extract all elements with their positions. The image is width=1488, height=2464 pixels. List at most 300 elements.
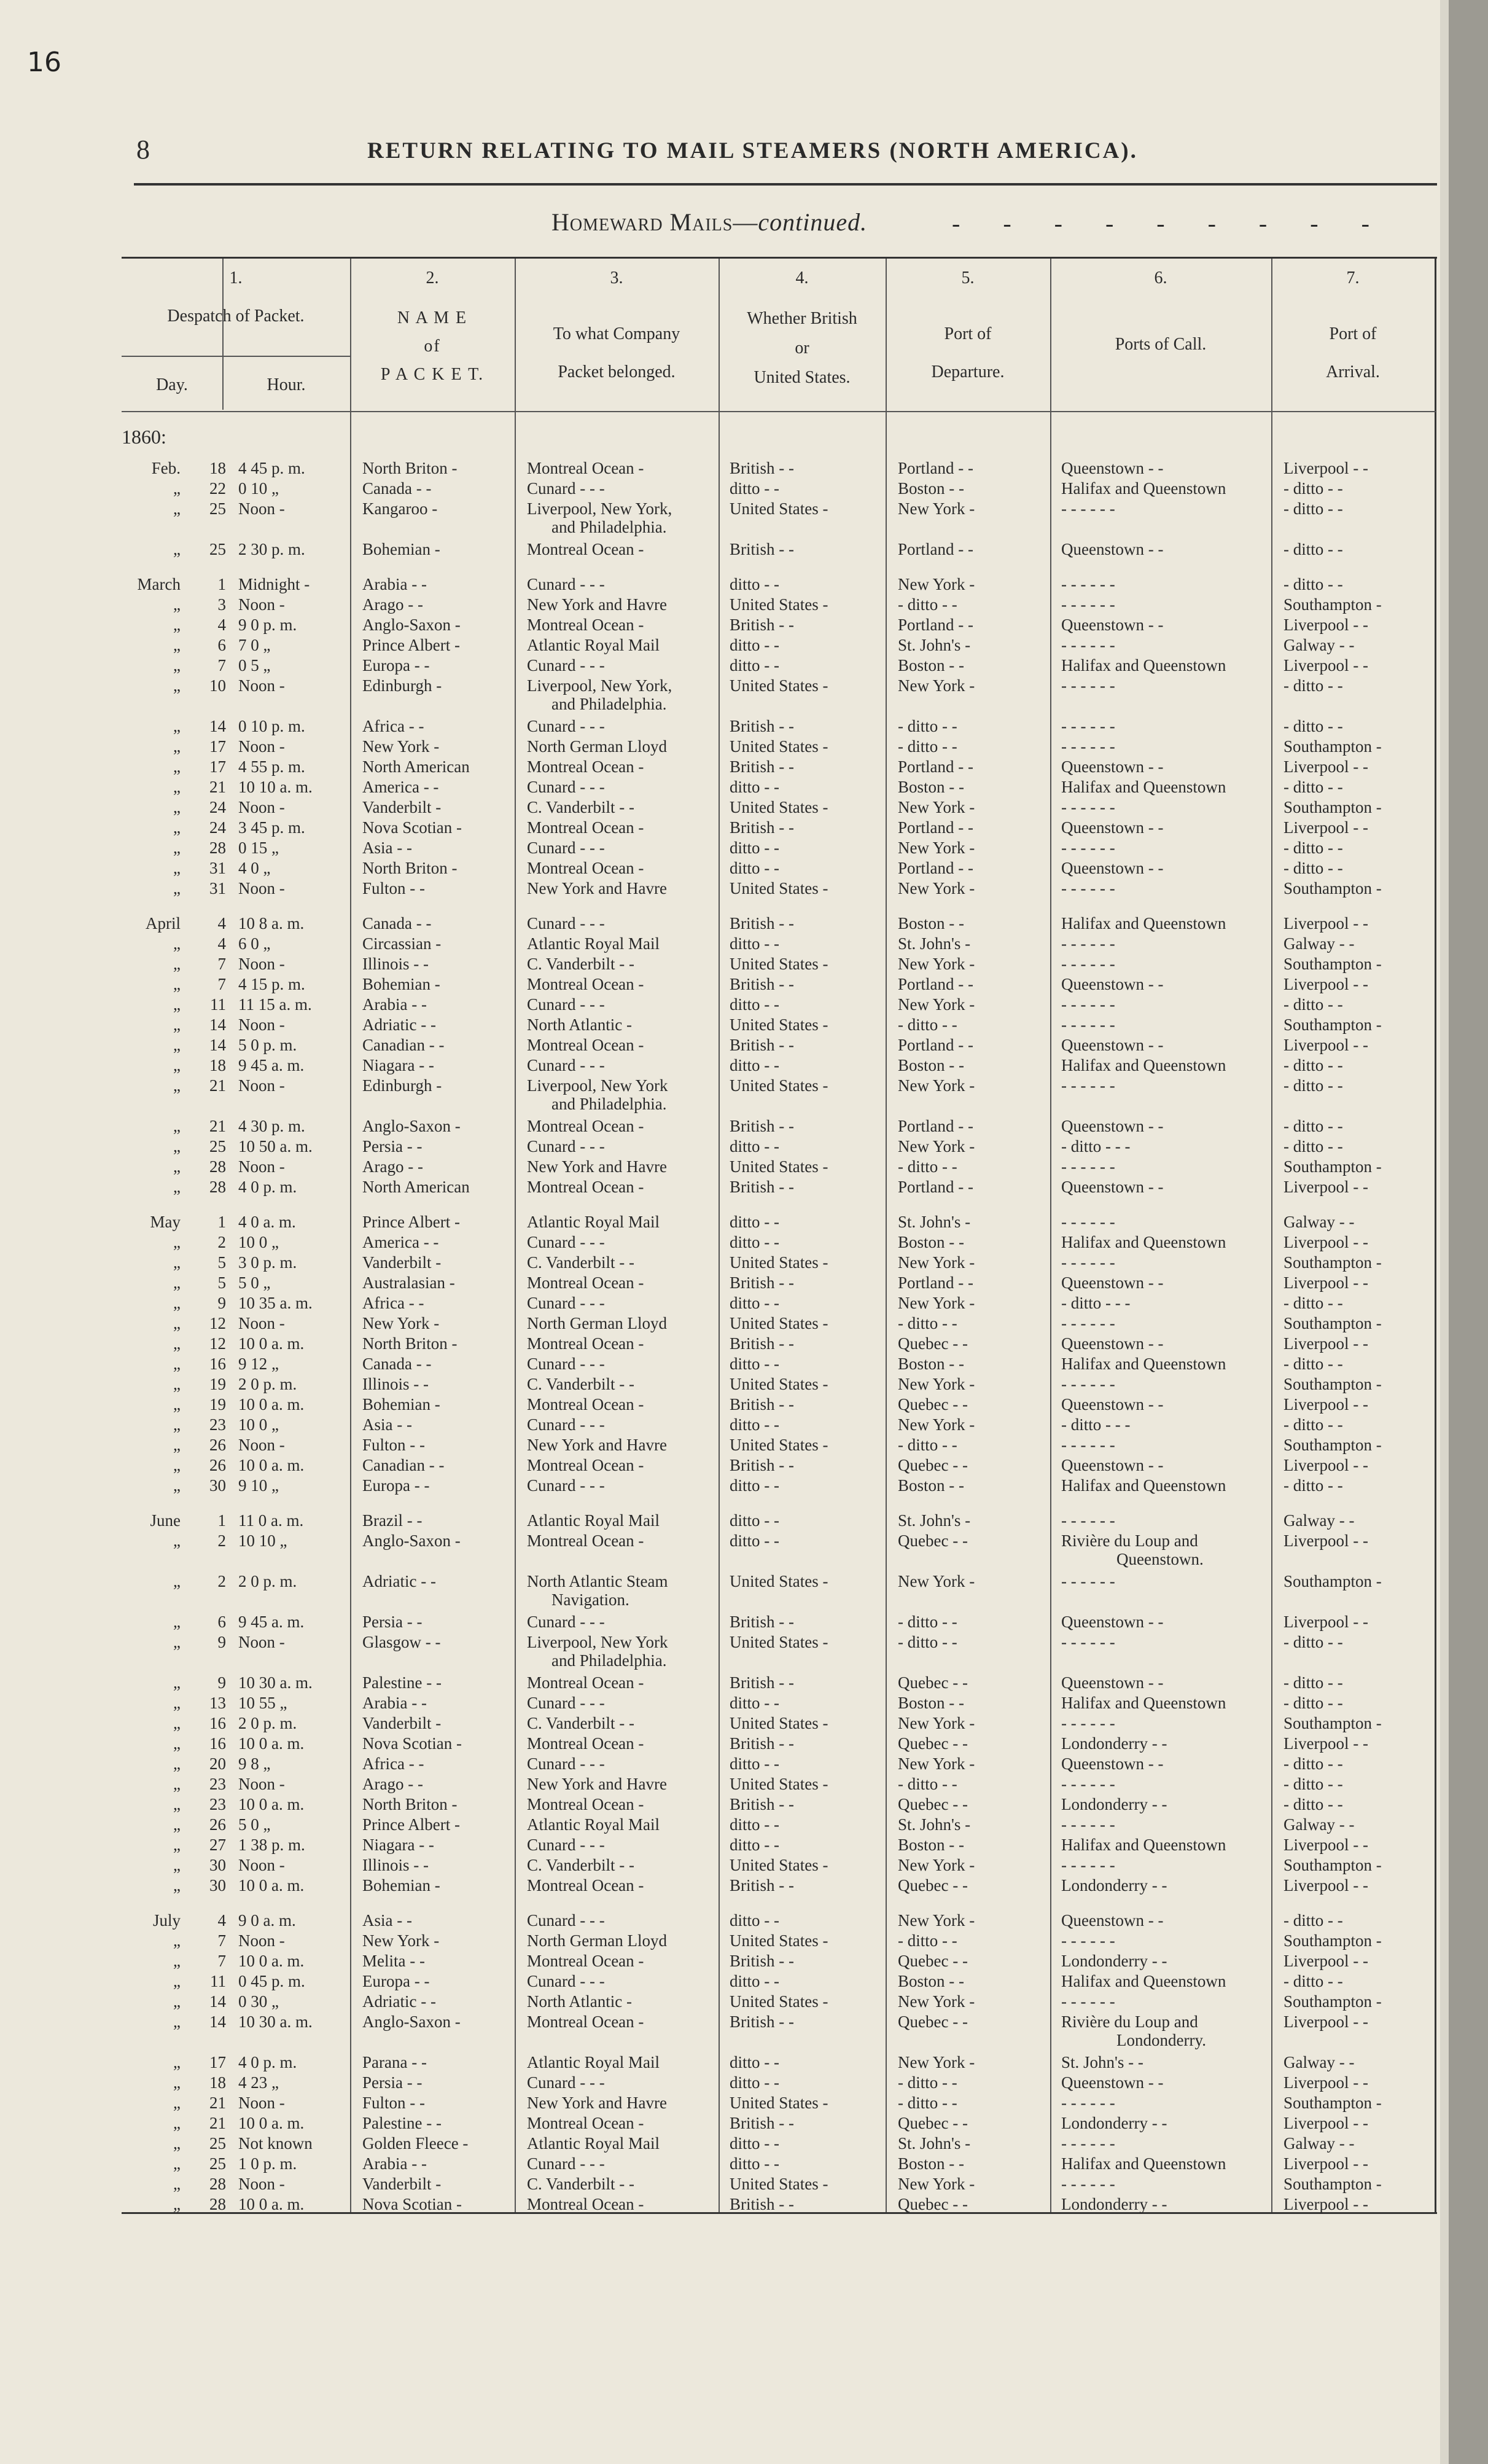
cell-ports-of-call: Halifax and Queenstown (1061, 914, 1226, 933)
cell-hour: Noon - (238, 955, 285, 973)
cell-company: North German Lloyd (527, 1931, 667, 1950)
cell-hour: 4 55 p. m. (238, 757, 305, 776)
cell-day: 4 (217, 914, 226, 933)
cell-hour: 9 10 „ (238, 1476, 279, 1495)
cell-departure-port: New York - (898, 1754, 975, 1773)
cell-ports-of-call: Queenstown - - (1061, 859, 1164, 877)
cell-departure-port: New York - (898, 2053, 975, 2071)
cell-hour: 0 10 p. m. (238, 717, 305, 735)
cell-hour: Noon - (238, 1314, 285, 1332)
cell-arrival-port: Liverpool - - (1283, 757, 1368, 776)
header-departure: Port of Departure. (931, 324, 1005, 381)
cell-month: „ (173, 595, 181, 614)
cell-arrival-port: - ditto - - (1283, 1056, 1343, 1074)
cell-ports-of-call: - - - - - - (1061, 1157, 1115, 1176)
cell-day: 25 (209, 499, 226, 518)
cell-arrival-port: Liverpool - - (1283, 1395, 1368, 1414)
cell-arrival-port: Southampton - (1283, 737, 1382, 756)
subtitle-dashes: - - - - - - - - - (952, 209, 1388, 237)
cell-day: 4 (217, 616, 226, 634)
cell-company-cont: and Philadelphia. (551, 1095, 667, 1113)
cell-departure-port: - ditto - - (898, 1775, 957, 1793)
cell-month: „ (173, 1836, 181, 1854)
col-number-2: 2. (426, 268, 439, 287)
cell-ports-of-call: Halifax and Queenstown (1061, 1694, 1226, 1712)
cell-day: 30 (209, 1856, 226, 1874)
cell-arrival-port: Southampton - (1283, 1015, 1382, 1034)
cell-ports-of-call: - - - - - - (1061, 1253, 1115, 1272)
cell-arrival-port: Galway - - (1283, 2134, 1355, 2153)
cell-nationality: British - - (730, 1117, 794, 1135)
cell-ports-of-call: - - - - - - (1061, 2134, 1115, 2153)
cell-packet-name: New York - (362, 1931, 440, 1950)
cell-day: 31 (209, 859, 226, 877)
cell-ports-of-call: - ditto - - - (1061, 1415, 1131, 1434)
cell-arrival-port: - ditto - - (1283, 839, 1343, 857)
header-day: Day. (156, 375, 188, 394)
cell-company: C. Vanderbilt - - (527, 1253, 634, 1272)
cell-arrival-port: - ditto - - (1283, 676, 1343, 695)
cell-ports-of-call: - - - - - - (1061, 636, 1115, 654)
cell-month: „ (173, 1633, 181, 1651)
cell-nationality: ditto - - (730, 1836, 779, 1854)
cell-month: „ (173, 1754, 181, 1773)
cell-company: Atlantic Royal Mail (527, 1213, 660, 1231)
cell-company: Cunard - - - (527, 839, 605, 857)
cell-packet-name: Bohemian - (362, 1876, 440, 1895)
folio-number: 16 (27, 47, 61, 78)
cell-departure-port: Quebec - - (898, 2195, 968, 2213)
cell-month: „ (173, 1355, 181, 1373)
cell-packet-name: Adriatic - - (362, 1015, 436, 1034)
cell-nationality: United States - (730, 2175, 828, 2193)
cell-arrival-port: Galway - - (1283, 2053, 1355, 2071)
cell-departure-port: New York - (898, 1911, 975, 1930)
title-rule (134, 183, 1437, 186)
cell-arrival-port: - ditto - - (1283, 1076, 1343, 1095)
page-edge (1449, 0, 1488, 2464)
cell-hour: 9 12 „ (238, 1355, 279, 1373)
cell-hour: 4 30 p. m. (238, 1117, 305, 1135)
cell-arrival-port: Southampton - (1283, 1436, 1382, 1454)
cell-arrival-port: - ditto - - (1283, 1754, 1343, 1773)
cell-hour: 10 0 a. m. (238, 1456, 305, 1474)
cell-day: 18 (209, 1056, 226, 1074)
cell-departure-port: New York - (898, 1294, 975, 1312)
cell-arrival-port: - ditto - - (1283, 479, 1343, 498)
cell-month: „ (173, 975, 181, 993)
cell-day: 7 (217, 1952, 226, 1970)
cell-day: 9 (217, 1294, 226, 1312)
cell-hour: 10 0 a. m. (238, 1795, 305, 1813)
cell-departure-port: New York - (898, 1992, 975, 2011)
cell-day: 5 (217, 1253, 226, 1272)
cell-departure-port: St. John's - (898, 1213, 971, 1231)
cell-packet-name: Europa - - (362, 1972, 430, 1990)
cell-company: C. Vanderbilt - - (527, 1856, 634, 1874)
cell-company: Atlantic Royal Mail (527, 2053, 660, 2071)
cell-departure-port: New York - (898, 955, 975, 973)
cell-company: Cunard - - - (527, 1294, 605, 1312)
cell-day: 2 (217, 1531, 226, 1550)
cell-nationality: United States - (730, 1015, 828, 1034)
subtitle-continued: continued. (758, 208, 868, 236)
cell-company: Atlantic Royal Mail (527, 1511, 660, 1530)
cell-arrival-port: Liverpool - - (1283, 1952, 1368, 1970)
cell-nationality: United States - (730, 1572, 828, 1590)
cell-company: North Atlantic - (527, 1992, 632, 2011)
cell-hour: 4 45 p. m. (238, 459, 305, 477)
cell-company: Cunard - - - (527, 1836, 605, 1854)
cell-company: Liverpool, New York (527, 1633, 668, 1651)
cell-ports-of-call: - - - - - - (1061, 1775, 1115, 1793)
cell-packet-name: Persia - - (362, 1613, 423, 1631)
cell-month: „ (173, 499, 181, 518)
cell-packet-name: Anglo-Saxon - (362, 616, 461, 634)
cell-packet-name: Arago - - (362, 595, 423, 614)
cell-day: 21 (209, 2114, 226, 2132)
cell-month: „ (173, 737, 181, 756)
cell-ports-of-call: - - - - - - (1061, 879, 1115, 898)
cell-month: „ (173, 1117, 181, 1135)
cell-month: „ (173, 1056, 181, 1074)
cell-departure-port: - ditto - - (898, 1157, 957, 1176)
cell-departure-port: - ditto - - (898, 1633, 957, 1651)
cell-nationality: ditto - - (730, 1056, 779, 1074)
cell-hour: Noon - (238, 1633, 285, 1651)
cell-ports-of-call: - - - - - - (1061, 1815, 1115, 1834)
cell-day: 23 (209, 1415, 226, 1434)
cell-ports-of-call-cont: Queenstown. (1116, 1550, 1204, 1568)
cell-hour: 9 8 „ (238, 1754, 271, 1773)
cell-company: Montreal Ocean - (527, 1117, 644, 1135)
cell-company: C. Vanderbilt - - (527, 1714, 634, 1732)
cell-month: „ (173, 1436, 181, 1454)
cell-hour: 2 30 p. m. (238, 540, 305, 558)
cell-day: 30 (209, 1476, 226, 1495)
cell-departure-port: New York - (898, 1714, 975, 1732)
cell-day: 14 (209, 1036, 226, 1054)
cell-packet-name: Vanderbilt - (362, 1253, 442, 1272)
cell-packet-name: Asia - - (362, 1911, 412, 1930)
cell-packet-name: Prince Albert - (362, 1815, 460, 1834)
cell-nationality: British - - (730, 1178, 794, 1196)
cell-arrival-port: Liverpool - - (1283, 975, 1368, 993)
cell-packet-name: Australasian - (362, 1273, 455, 1292)
cell-company: Cunard - - - (527, 995, 605, 1014)
cell-nationality: ditto - - (730, 2073, 779, 2092)
cell-day: 24 (209, 818, 226, 837)
cell-hour: Noon - (238, 737, 285, 756)
cell-arrival-port: Southampton - (1283, 879, 1382, 898)
cell-month: „ (173, 1931, 181, 1950)
cell-company: C. Vanderbilt - - (527, 798, 634, 816)
cell-hour: 2 0 p. m. (238, 1572, 297, 1590)
cell-day: 27 (209, 1836, 226, 1854)
cell-nationality: British - - (730, 2195, 794, 2213)
cell-departure-port: Quebec - - (898, 1952, 968, 1970)
cell-company-cont: and Philadelphia. (551, 518, 667, 536)
cell-ports-of-call: Halifax and Queenstown (1061, 778, 1226, 796)
cell-month: „ (173, 1375, 181, 1393)
cell-day: 28 (209, 839, 226, 857)
cell-arrival-port: - ditto - - (1283, 1795, 1343, 1813)
cell-hour: 9 0 a. m. (238, 1911, 296, 1930)
cell-month: „ (173, 1815, 181, 1834)
cell-hour: 5 0 p. m. (238, 1036, 297, 1054)
cell-hour: Noon - (238, 1775, 285, 1793)
cell-nationality: ditto - - (730, 2134, 779, 2153)
cell-arrival-port: - ditto - - (1283, 1775, 1343, 1793)
cell-ports-of-call: - - - - - - (1061, 1633, 1115, 1651)
col-rule-4 (886, 259, 887, 2212)
cell-arrival-port: Liverpool - - (1283, 656, 1368, 675)
cell-nationality: ditto - - (730, 778, 779, 796)
cell-ports-of-call: Halifax and Queenstown (1061, 479, 1226, 498)
cell-departure-port: New York - (898, 1572, 975, 1590)
cell-arrival-port: Galway - - (1283, 1815, 1355, 1834)
cell-departure-port: Quebec - - (898, 1876, 968, 1895)
cell-ports-of-call: Queenstown - - (1061, 1754, 1164, 1773)
cell-departure-port: Boston - - (898, 914, 964, 933)
cell-packet-name: Fulton - - (362, 1436, 426, 1454)
cell-ports-of-call: - - - - - - (1061, 839, 1115, 857)
cell-arrival-port: Galway - - (1283, 1511, 1355, 1530)
cell-arrival-port: Liverpool - - (1283, 2114, 1368, 2132)
cell-company: Montreal Ocean - (527, 1795, 644, 1813)
cell-hour: 0 15 „ (238, 839, 279, 857)
cell-month: „ (173, 2195, 181, 2213)
cell-nationality: British - - (730, 757, 794, 776)
cell-arrival-port: Liverpool - - (1283, 2195, 1368, 2213)
cell-month: „ (173, 1294, 181, 1312)
cell-ports-of-call: - - - - - - (1061, 955, 1115, 973)
cell-hour: 10 10 a. m. (238, 778, 313, 796)
cell-hour: Noon - (238, 1157, 285, 1176)
cell-nationality: United States - (730, 1253, 828, 1272)
cell-packet-name: Vanderbilt - (362, 2175, 442, 2193)
cell-day: 14 (209, 717, 226, 735)
cell-company: New York and Havre (527, 595, 667, 614)
cell-day: 23 (209, 1775, 226, 1793)
cell-month: „ (173, 1775, 181, 1793)
cell-month: „ (173, 859, 181, 877)
cell-packet-name: Prince Albert - (362, 636, 460, 654)
cell-packet-name: Vanderbilt - (362, 798, 442, 816)
cell-day: 25 (209, 2154, 226, 2173)
cell-month: „ (173, 1157, 181, 1176)
cell-hour: 10 0 a. m. (238, 1395, 305, 1414)
cell-company: Montreal Ocean - (527, 1673, 644, 1692)
cell-arrival-port: - ditto - - (1283, 1137, 1343, 1156)
cell-nationality: ditto - - (730, 1137, 779, 1156)
cell-packet-name: Arabia - - (362, 2154, 427, 2173)
cell-day: 16 (209, 1734, 226, 1753)
cell-packet-name: Canada - - (362, 1355, 432, 1373)
cell-month: May (150, 1213, 181, 1231)
cell-packet-name: Illinois - - (362, 955, 429, 973)
cell-company: Liverpool, New York (527, 1076, 668, 1095)
cell-arrival-port: Southampton - (1283, 1856, 1382, 1874)
cell-company: Cunard - - - (527, 1415, 605, 1434)
cell-departure-port: Quebec - - (898, 1334, 968, 1353)
cell-departure-port: St. John's - (898, 1511, 971, 1530)
cell-packet-name: Illinois - - (362, 1856, 429, 1874)
cell-departure-port: - ditto - - (898, 1015, 957, 1034)
cell-arrival-port: - ditto - - (1283, 1633, 1343, 1651)
cell-month: „ (173, 540, 181, 558)
cell-ports-of-call: - - - - - - (1061, 499, 1115, 518)
cell-departure-port: St. John's - (898, 1815, 971, 1834)
cell-ports-of-call: Queenstown - - (1061, 975, 1164, 993)
cell-packet-name: Arabia - - (362, 1694, 427, 1712)
cell-ports-of-call: Londonderry - - (1061, 1876, 1167, 1895)
cell-month: „ (173, 2175, 181, 2193)
cell-month: „ (173, 2053, 181, 2071)
cell-packet-name: Asia - - (362, 839, 412, 857)
col-number-1: 1. (229, 268, 243, 287)
cell-nationality: ditto - - (730, 656, 779, 675)
cell-month: „ (173, 1572, 181, 1590)
cell-month: „ (173, 1395, 181, 1414)
section-subtitle (551, 208, 867, 237)
cell-nationality: United States - (730, 737, 828, 756)
cell-nationality: British - - (730, 1734, 794, 1753)
cell-day: 1 (217, 1213, 226, 1231)
cell-hour: 4 23 „ (238, 2073, 279, 2092)
cell-day: 11 (210, 1972, 226, 1990)
cell-nationality: United States - (730, 1775, 828, 1793)
header-company: To what Company Packet belonged. (553, 324, 680, 381)
cell-nationality: ditto - - (730, 1233, 779, 1251)
cell-day: 2 (217, 1572, 226, 1590)
cell-ports-of-call: - - - - - - (1061, 995, 1115, 1014)
cell-company: Montreal Ocean - (527, 459, 644, 477)
cell-month: „ (173, 1456, 181, 1474)
cell-ports-of-call: Halifax and Queenstown (1061, 1972, 1226, 1990)
cell-arrival-port: Liverpool - - (1283, 1036, 1368, 1054)
cell-company: Montreal Ocean - (527, 1952, 644, 1970)
cell-ports-of-call: - - - - - - (1061, 1314, 1115, 1332)
cell-month: „ (173, 1253, 181, 1272)
cell-arrival-port: Liverpool - - (1283, 1334, 1368, 1353)
cell-hour: 10 0 a. m. (238, 1952, 305, 1970)
cell-nationality: United States - (730, 879, 828, 898)
cell-day: 26 (209, 1815, 226, 1834)
cell-packet-name: Anglo-Saxon - (362, 1117, 461, 1135)
cell-hour: Noon - (238, 1856, 285, 1874)
cell-company: Cunard - - - (527, 575, 605, 593)
cell-arrival-port: Galway - - (1283, 934, 1355, 953)
cell-company: Cunard - - - (527, 1233, 605, 1251)
cell-company-cont: and Philadelphia. (551, 1651, 667, 1670)
cell-day: 17 (209, 2053, 226, 2071)
cell-nationality: British - - (730, 1036, 794, 1054)
cell-nationality: British - - (730, 459, 794, 477)
cell-arrival-port: - ditto - - (1283, 1694, 1343, 1712)
cell-month: „ (173, 1415, 181, 1434)
col-number-6: 6. (1154, 268, 1167, 287)
cell-month: „ (173, 2012, 181, 2031)
cell-nationality: British - - (730, 914, 794, 933)
cell-packet-name: Anglo-Saxon - (362, 2012, 461, 2031)
cell-month: June (150, 1511, 181, 1530)
cell-ports-of-call: Halifax and Queenstown (1061, 1056, 1226, 1074)
cell-nationality: ditto - - (730, 1213, 779, 1231)
cell-packet-name: Canadian - - (362, 1036, 445, 1054)
cell-nationality: ditto - - (730, 479, 779, 498)
cell-month: „ (173, 676, 181, 695)
cell-ports-of-call: Queenstown - - (1061, 616, 1164, 634)
cell-company: Montreal Ocean - (527, 859, 644, 877)
cell-company: Cunard - - - (527, 717, 605, 735)
cell-month: Feb. (151, 459, 181, 477)
cell-departure-port: New York - (898, 798, 975, 816)
cell-day: 18 (209, 459, 226, 477)
cell-company: Montreal Ocean - (527, 818, 644, 837)
cell-company: Cunard - - - (527, 778, 605, 796)
cell-day: 16 (209, 1355, 226, 1373)
cell-packet-name: Anglo-Saxon - (362, 1531, 461, 1550)
cell-month: „ (173, 1178, 181, 1196)
cell-nationality: ditto - - (730, 1476, 779, 1495)
cell-company: Atlantic Royal Mail (527, 636, 660, 654)
cell-nationality: United States - (730, 499, 828, 518)
cell-ports-of-call-cont: Londonderry. (1116, 2031, 1206, 2049)
cell-arrival-port: Liverpool - - (1283, 2073, 1368, 2092)
cell-nationality: British - - (730, 975, 794, 993)
cell-nationality: United States - (730, 1856, 828, 1874)
header-arrival: Port of Arrival. (1326, 324, 1380, 381)
cell-day: 14 (209, 1992, 226, 2011)
cell-nationality: ditto - - (730, 1694, 779, 1712)
cell-ports-of-call: - - - - - - (1061, 676, 1115, 695)
cell-day: 23 (209, 1795, 226, 1813)
col-number-7: 7. (1346, 268, 1360, 287)
cell-packet-name: Vanderbilt - (362, 1714, 442, 1732)
cell-month: „ (173, 839, 181, 857)
cell-departure-port: Boston - - (898, 1355, 964, 1373)
header-nationality: Whether British or United States. (747, 309, 857, 387)
cell-month: „ (173, 1972, 181, 1990)
cell-month: „ (173, 1314, 181, 1332)
cell-day: 21 (209, 2094, 226, 2112)
cell-day: 24 (209, 798, 226, 816)
cell-packet-name: Palestine - - (362, 2114, 442, 2132)
cell-hour: 9 0 p. m. (238, 616, 297, 634)
cell-packet-name: Persia - - (362, 1137, 423, 1156)
cell-arrival-port: Liverpool - - (1283, 1273, 1368, 1292)
cell-arrival-port: Liverpool - - (1283, 1456, 1368, 1474)
cell-company: New York and Havre (527, 879, 667, 898)
cell-day: 21 (209, 1076, 226, 1095)
cell-ports-of-call: Queenstown - - (1061, 1117, 1164, 1135)
cell-day: 19 (209, 1395, 226, 1414)
cell-nationality: British - - (730, 2114, 794, 2132)
cell-arrival-port: - ditto - - (1283, 1911, 1343, 1930)
cell-departure-port: Portland - - (898, 459, 973, 477)
cell-day: 1 (217, 1511, 226, 1530)
cell-packet-name: Canada - - (362, 914, 432, 933)
cell-packet-name: Circassian - (362, 934, 442, 953)
cell-hour: 4 15 p. m. (238, 975, 305, 993)
despatch-split-rule (122, 356, 350, 357)
cell-arrival-port: Southampton - (1283, 798, 1382, 816)
cell-day: 16 (209, 1714, 226, 1732)
cell-day: 21 (209, 778, 226, 796)
cell-departure-port: - ditto - - (898, 717, 957, 735)
cell-hour: 10 0 a. m. (238, 2195, 305, 2213)
